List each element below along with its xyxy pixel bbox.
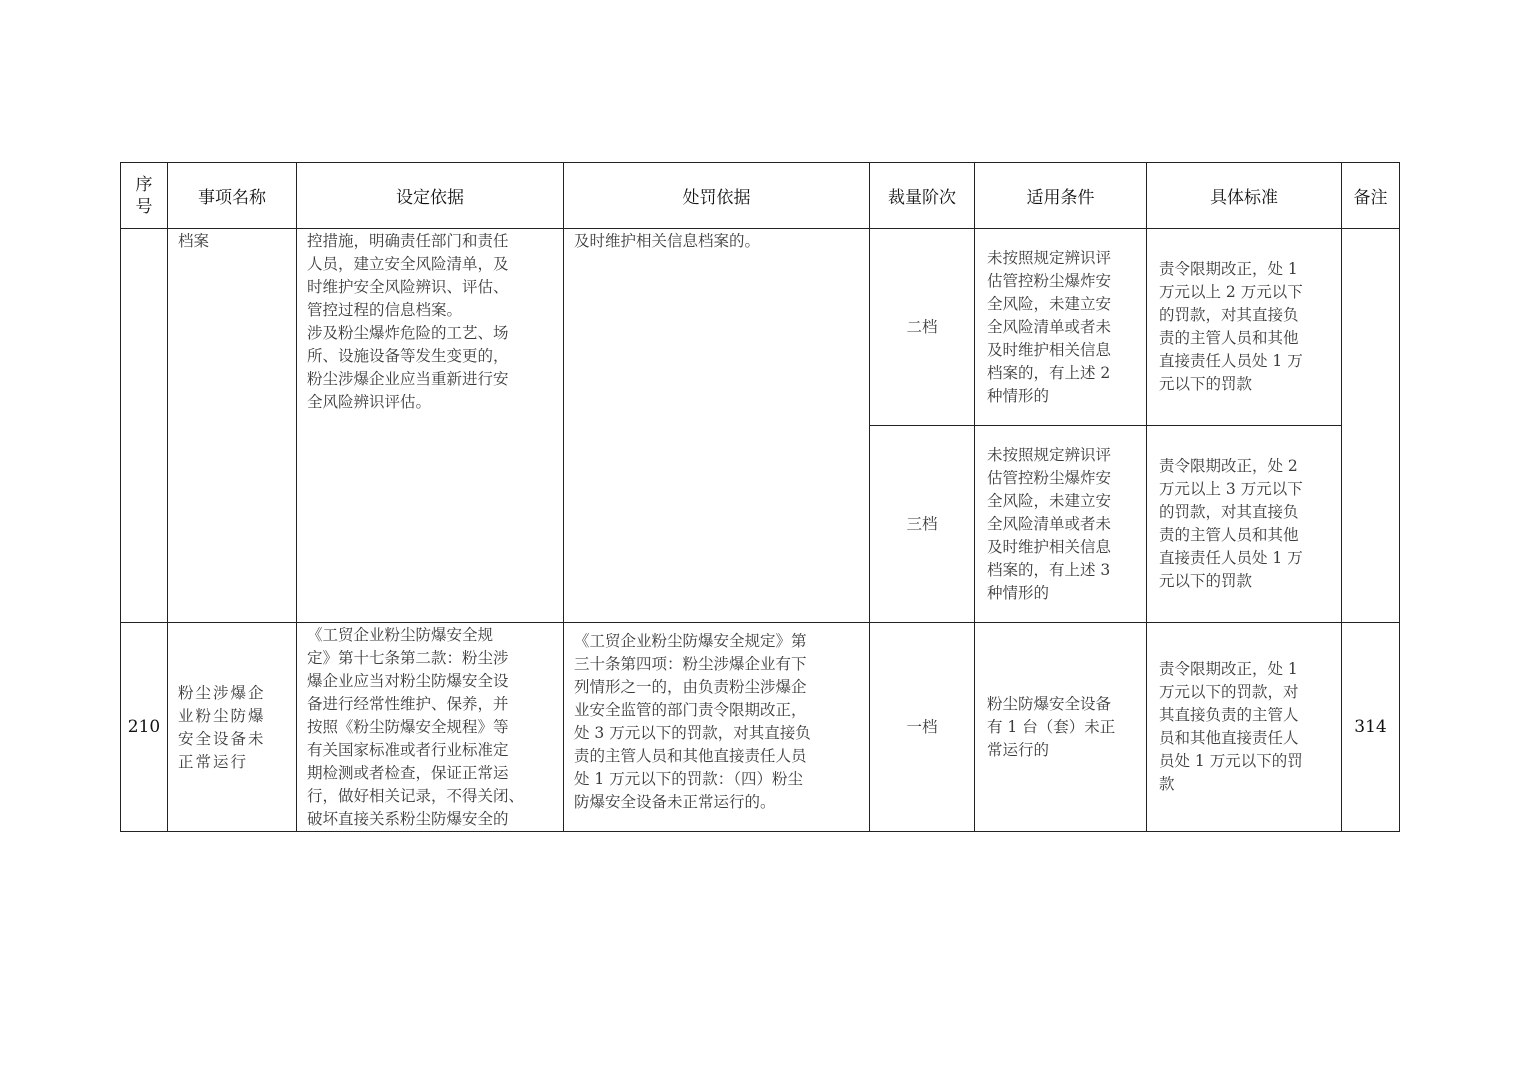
tier-2-level: 二档	[906, 317, 938, 336]
row-210-basis-penalty-cell	[564, 623, 870, 832]
tier-2-condition: 未按照规定辨识评 估管控粉尘爆炸安 全风险，未建立安 全风险清单或者未 及时维护相关信息 档案的，有上述 2 种情形的	[987, 248, 1112, 405]
header-condition: 适用条件	[975, 163, 1147, 229]
row-210-item-name: 粉尘涉爆企 业粉尘防爆 安全设备未 正常运行	[178, 683, 266, 771]
continued-basis-penalty-cell	[564, 229, 870, 623]
continued-seq-cell	[121, 229, 168, 623]
continued-item-name-cell	[168, 229, 297, 623]
continued-remark-cell	[1342, 229, 1400, 623]
row-210-basis-penalty: 《工贸企业粉尘防爆安全规定》第 三十条第四项：粉尘涉爆企业有下 列情形之一的，由负责粉尘涉爆企 业安全监管的部门责令限期改正， 处 3 万元以下的罚款，对其直接负 责的主管人员和其他直接责任人员 处 1 万元以下的罚款：（四）粉尘 防爆安全设备未正常运行的。	[574, 632, 811, 811]
header-seq	[121, 163, 168, 229]
row-210-seq-cell	[121, 623, 168, 832]
row-210-level-cell	[870, 623, 975, 832]
continued-basis-setting-cell	[297, 229, 564, 623]
tier-3-condition-cell	[975, 426, 1147, 623]
continued-item-name: 档案	[178, 232, 210, 250]
tier-2-standard-cell	[1147, 229, 1342, 426]
row-210-remark: 314	[1354, 716, 1387, 737]
continued-basis-setting: 控措施，明确责任部门和责任 人员，建立安全风险清单，及 时维护安全风险辨识、评估、 管控过程的信息档案。 涉及粉尘爆炸危险的工艺、场 所、设施设备等发生变更的， 粉尘涉爆企业应当重新进行安 全风险辨识评估。	[307, 232, 509, 411]
header-item-name: 事项名称	[168, 163, 297, 229]
row-210-basis-setting: 《工贸企业粉尘防爆安全规 定》第十七条第二款：粉尘涉 爆企业应当对粉尘防爆安全设 备进行经常性维护、保养，并 按照《粉尘防爆安全规程》等 有关国家标准或者行业标准定 期检测或者检查，保证正常运 行，做好相关记录，不得关闭、 破坏直接关系粉尘防爆安全的	[307, 626, 525, 828]
row-210-item-name-cell	[168, 623, 297, 832]
header-remark: 备注	[1342, 163, 1400, 229]
penalty-discretion-table	[120, 162, 1400, 832]
row-210-standard: 责令限期改正，处 1 万元以下的罚款，对 其直接负责的主管人 员和其他直接责任人 员处 1 万元以下的罚 款	[1159, 660, 1303, 793]
header-basis-penalty: 处罚依据	[564, 163, 870, 229]
continued-basis-penalty: 及时维护相关信息档案的。	[574, 232, 761, 250]
tier-2-standard: 责令限期改正，处 1 万元以上 2 万元以下 的罚款，对其直接负 责的主管人员和其他 直接责任人员处 1 万 元以下的罚款	[1159, 260, 1303, 393]
tier-3-level-cell	[870, 426, 975, 623]
header-level: 裁量阶次	[870, 163, 975, 229]
header-basis-setting: 设定依据	[297, 163, 564, 229]
row-210-condition: 粉尘防爆安全设备 有 1 台（套）未正 常运行的	[987, 694, 1116, 759]
tier-2-condition-cell	[975, 229, 1147, 426]
header-seq-label: 序 号	[135, 174, 153, 217]
table-row-210	[121, 623, 1400, 832]
tier-2-level-cell	[870, 229, 975, 426]
table-header-row	[121, 163, 1400, 229]
row-210-level: 一档	[906, 717, 938, 736]
row-210-basis-setting-cell	[297, 623, 564, 832]
row-210-remark-cell	[1342, 623, 1400, 832]
tier-3-condition: 未按照规定辨识评 估管控粉尘爆炸安 全风险，未建立安 全风险清单或者未 及时维护相关信息 档案的，有上述 3 种情形的	[987, 445, 1112, 602]
row-210-standard-cell	[1147, 623, 1342, 832]
table-row	[121, 229, 1400, 426]
tier-3-standard: 责令限期改正，处 2 万元以上 3 万元以下 的罚款，对其直接负 责的主管人员和其他 直接责任人员处 1 万 元以下的罚款	[1159, 457, 1303, 590]
tier-3-level: 三档	[906, 514, 938, 533]
header-standard: 具体标准	[1147, 163, 1342, 229]
row-210-seq: 210	[127, 716, 161, 737]
tier-3-standard-cell	[1147, 426, 1342, 623]
row-210-condition-cell	[975, 623, 1147, 832]
